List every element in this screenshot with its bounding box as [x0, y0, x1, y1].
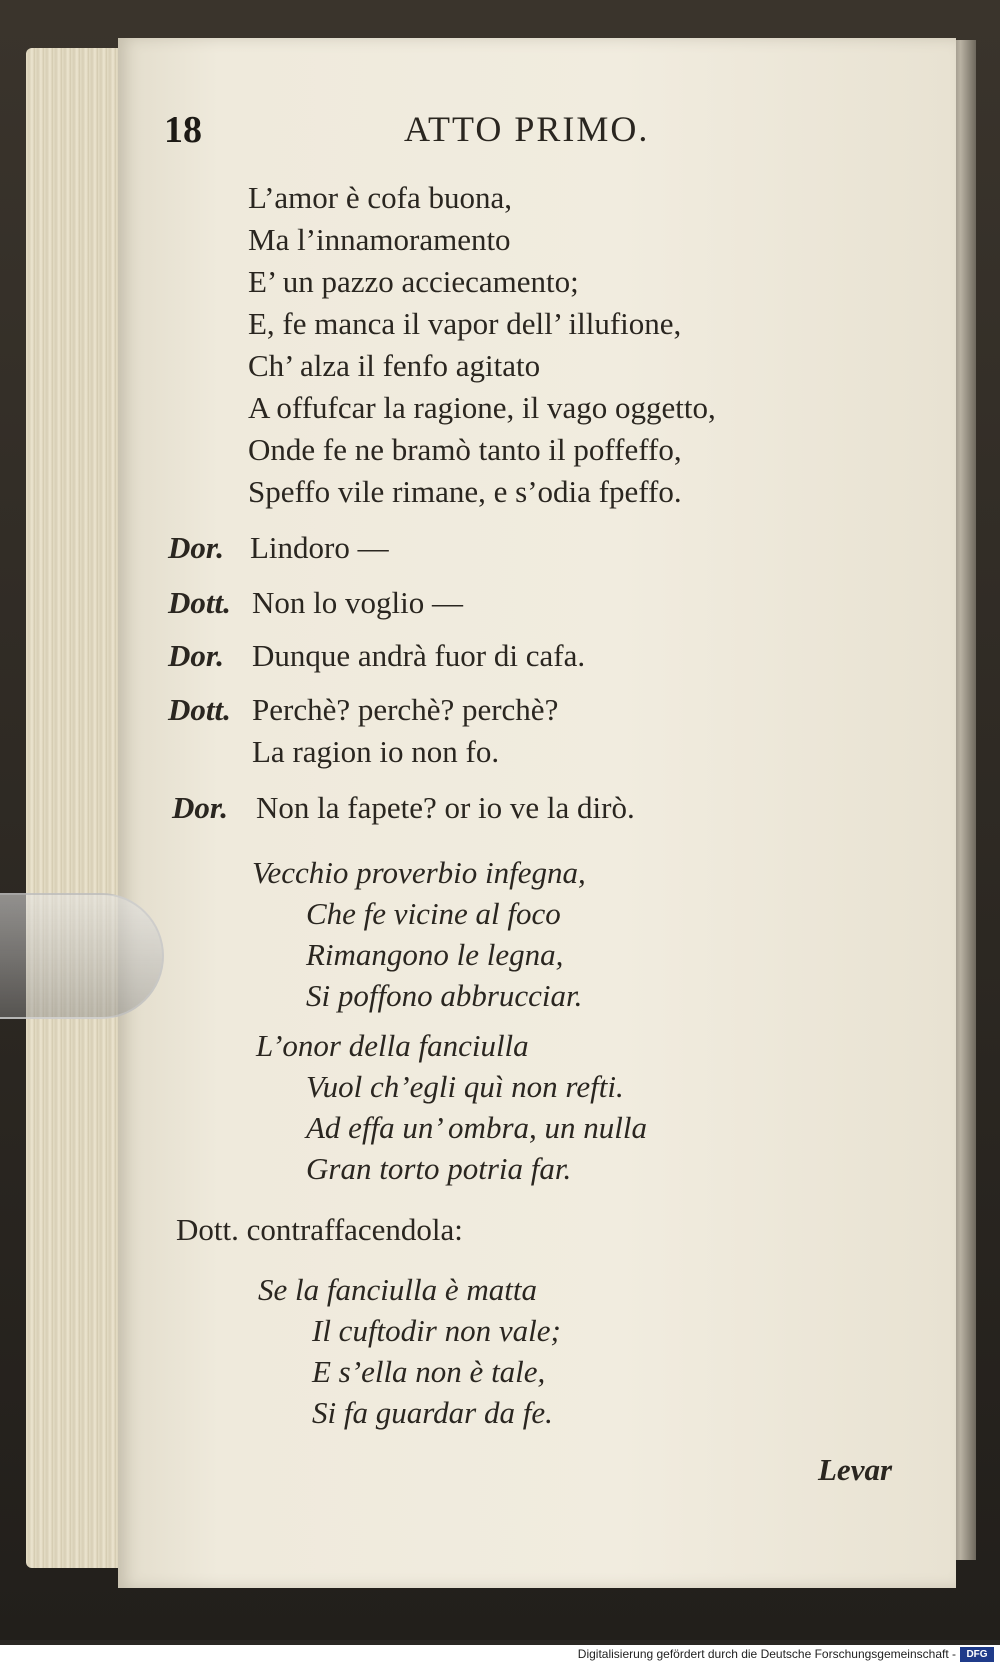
verse-line: L’amor è cofa buona,: [248, 180, 512, 215]
dialogue-line: Non lo voglio —: [252, 585, 463, 620]
dialogue-line: Lindoro —: [250, 530, 389, 565]
verse-line: Onde fe ne bramò tanto il poffeffo,: [248, 432, 682, 467]
dialogue-line: Dunque andrà fuor di cafa.: [252, 638, 586, 673]
aria-line: Che fe vicine al foco: [306, 896, 561, 931]
page-clip: [0, 893, 164, 1019]
aria-line: Ad effa un’ ombra, un nulla: [306, 1110, 647, 1145]
speaker-label: Dor.: [172, 790, 228, 825]
verse-line: A offufcar la ragione, il vago oggetto,: [248, 390, 716, 425]
dialogue-line: La ragion io non fo.: [252, 734, 500, 769]
aria-line: Si fa guardar da fe.: [312, 1395, 553, 1430]
footer-credit: Digitalisierung gefördert durch die Deutsche Forschungsgemeinschaft -: [577, 1647, 956, 1661]
verse-line: Ma l’innamoramento: [248, 222, 511, 257]
verse-line: E, fe manca il vapor dell’ illufione,: [248, 306, 682, 341]
aria-line: Il cuftodir non vale;: [312, 1313, 561, 1348]
speaker-label: Dor.: [168, 638, 224, 673]
running-header: ATTO PRIMO.: [404, 109, 650, 149]
aria-line: Gran torto potria far.: [306, 1151, 572, 1186]
dialogue-line: Non la fapete? or io ve la dirò.: [256, 790, 635, 825]
catchword: Levar: [818, 1452, 893, 1487]
dialogue-line: Perchè? perchè? perchè?: [252, 692, 559, 727]
speaker-label: Dott.: [168, 585, 231, 620]
dfg-logo-icon: DFG: [960, 1647, 994, 1662]
page-number: 18: [164, 109, 202, 151]
aria-line: Si poffono abbrucciar.: [306, 978, 583, 1013]
aria-line: Se la fanciulla è matta: [258, 1272, 537, 1307]
aria-line: E s’ella non è tale,: [312, 1354, 546, 1389]
verse-line: Ch’ alza il fenfo agitato: [248, 348, 541, 383]
stage-direction: Dott. contraffacendola:: [176, 1212, 463, 1247]
verse-line: Speffo vile rimane, e s’odia fpeffo.: [248, 474, 682, 509]
verse-line: E’ un pazzo acciecamento;: [248, 264, 579, 299]
speaker-label: Dott.: [168, 692, 231, 727]
aria-line: L’onor della fanciulla: [256, 1028, 529, 1063]
speaker-label: Dor.: [168, 530, 224, 565]
aria-line: Vecchio proverbio infegna,: [252, 855, 586, 890]
aria-line: Vuol ch’egli quì non refti.: [306, 1069, 624, 1104]
aria-line: Rimangono le legna,: [306, 937, 564, 972]
